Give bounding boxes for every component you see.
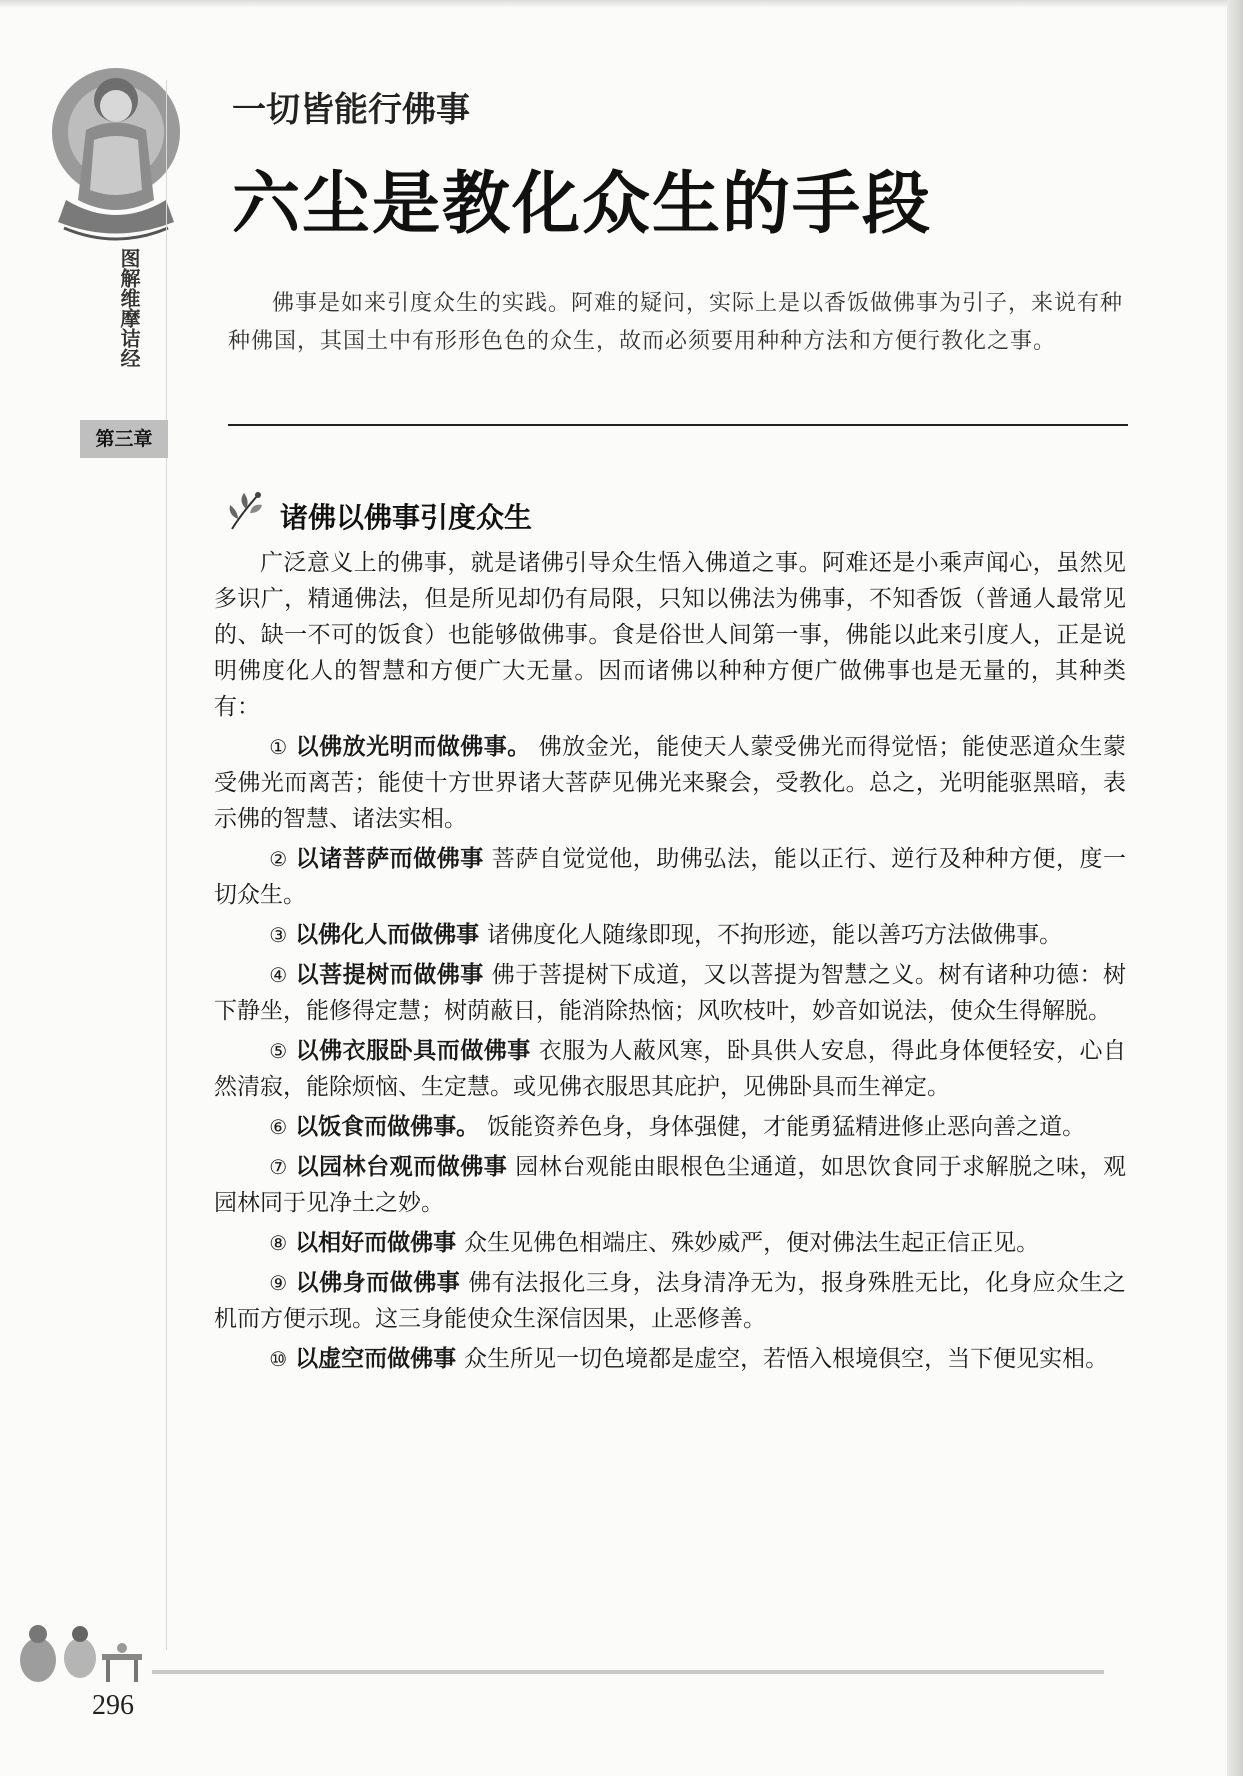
scan-top-shade xyxy=(0,0,1243,8)
item-number: ⑩ xyxy=(269,1347,288,1371)
item-text: 众生见佛色相端庄、殊妙威严，便对佛法生起正信正见。 xyxy=(464,1230,1040,1256)
section-body xyxy=(214,545,1126,1377)
item-number: ⑨ xyxy=(269,1271,288,1295)
list-item xyxy=(214,957,1126,1029)
item-label: 以佛衣服卧具而做佛事 xyxy=(295,1037,531,1064)
header-rule xyxy=(228,424,1128,426)
item-text: 园林台观能由眼根色尘通道，如思饮食同于求解脱之味，观园林同于见净土之妙。 xyxy=(214,1154,1127,1216)
page-number: 296 xyxy=(92,1690,134,1721)
item-number: ⑥ xyxy=(269,1115,288,1139)
list-item xyxy=(214,1149,1126,1221)
page-title: 六尘是教化众生的手段 xyxy=(232,165,933,244)
item-number: ③ xyxy=(269,923,288,947)
list-item xyxy=(214,917,1126,953)
margin-divider xyxy=(166,80,167,1650)
item-text: 诸佛度化人随缘即现，不拘形迹，能以善巧方法做佛事。 xyxy=(487,922,1063,948)
list-item xyxy=(214,1265,1126,1337)
buddha-illustration xyxy=(46,60,206,250)
item-number: ② xyxy=(269,847,288,871)
item-label: 以园林台观而做佛事 xyxy=(295,1153,508,1180)
list-item xyxy=(214,1341,1126,1377)
list-item xyxy=(214,1109,1126,1145)
item-text: 佛放金光，能使天人蒙受佛光而得觉悟；能使恶道众生蒙受佛光而离苦；能使十方世界诸大菩萨见佛光来聚会，受教化。总之，光明能驱黑暗，表示佛的智慧、诸法实相。 xyxy=(214,734,1127,832)
item-label: 以饭食而做佛事。 xyxy=(295,1113,480,1140)
list-item xyxy=(214,729,1126,837)
item-text: 佛于菩提树下成道，又以菩提为智慧之义。树有诸种功德：树下静坐，能修得定慧；树荫蔽日，能消除热恼；风吹枝叶，妙音如说法，使众生得解脱。 xyxy=(214,962,1127,1024)
list-item xyxy=(214,841,1126,913)
item-label: 以相好而做佛事 xyxy=(295,1229,457,1256)
item-text: 众生所见一切色境都是虚空，若悟入根境俱空，当下便见实相。 xyxy=(464,1346,1109,1372)
intro-paragraph: 佛事是如来引度众生的实践。阿难的疑问，实际上是以香饭做佛事为引子，来说有种种佛国，其国土中有形形色色的众生，故而必须要用种种方法和方便行教化之事。 xyxy=(228,291,1124,354)
lotus-branch-icon xyxy=(224,489,266,533)
item-number: ① xyxy=(269,735,288,759)
footer-rule xyxy=(152,1670,1104,1674)
list-item xyxy=(214,1225,1126,1261)
section-heading: 诸佛以佛事引度众生 xyxy=(280,501,533,534)
item-text: 衣服为人蔽风寒，卧具供人安息，得此身体便轻安，心自然清寂，能除烦恼、生定慧。或见佛衣服思其庇护，见佛卧具而生禅定。 xyxy=(214,1038,1127,1100)
item-number: ⑦ xyxy=(269,1155,288,1179)
scan-right-edge xyxy=(1227,0,1243,1776)
book-title-vertical: 图解维摩诘经 xyxy=(117,248,141,368)
item-label: 以佛身而做佛事 xyxy=(295,1269,461,1296)
item-number: ⑧ xyxy=(269,1231,288,1255)
item-number: ⑤ xyxy=(269,1039,288,1063)
page-kicker: 一切皆能行佛事 xyxy=(232,90,470,130)
item-label: 以佛化人而做佛事 xyxy=(295,921,480,948)
item-label: 以虚空而做佛事 xyxy=(295,1345,457,1372)
item-text: 佛有法报化三身，法身清净无为，报身殊胜无比，化身应众生之机而方便示现。这三身能使众生深信因果，止恶修善。 xyxy=(214,1270,1127,1332)
scholar-illustration xyxy=(10,1610,150,1690)
item-label: 以菩提树而做佛事 xyxy=(295,961,484,988)
list-item xyxy=(214,1033,1126,1105)
item-text: 菩萨自觉觉他，助佛弘法，能以正行、逆行及种种方便，度一切众生。 xyxy=(214,846,1127,908)
item-label: 以佛放光明而做佛事。 xyxy=(295,733,531,760)
item-label: 以诸菩萨而做佛事 xyxy=(295,845,484,872)
lead-paragraph: 广泛意义上的佛事，就是诸佛引导众生悟入佛道之事。阿难还是小乘声闻心，虽然见多识广，精通佛法，但是所见却仍有局限，只知以佛法为佛事，不知香饭（普通人最常见的、缺一不可的饭食）也能够做佛事。食是俗世人间第一事，佛能以此来引度人，正是说明佛度化人的智慧和方便广大无量。因而诸佛以种种方便广做佛事也是无量的，其种类有： xyxy=(214,550,1126,720)
chapter-badge: 第三章 xyxy=(80,420,168,458)
item-number: ④ xyxy=(269,963,288,987)
item-text: 饭能资养色身，身体强健，才能勇猛精进修止恶向善之道。 xyxy=(487,1114,1086,1140)
